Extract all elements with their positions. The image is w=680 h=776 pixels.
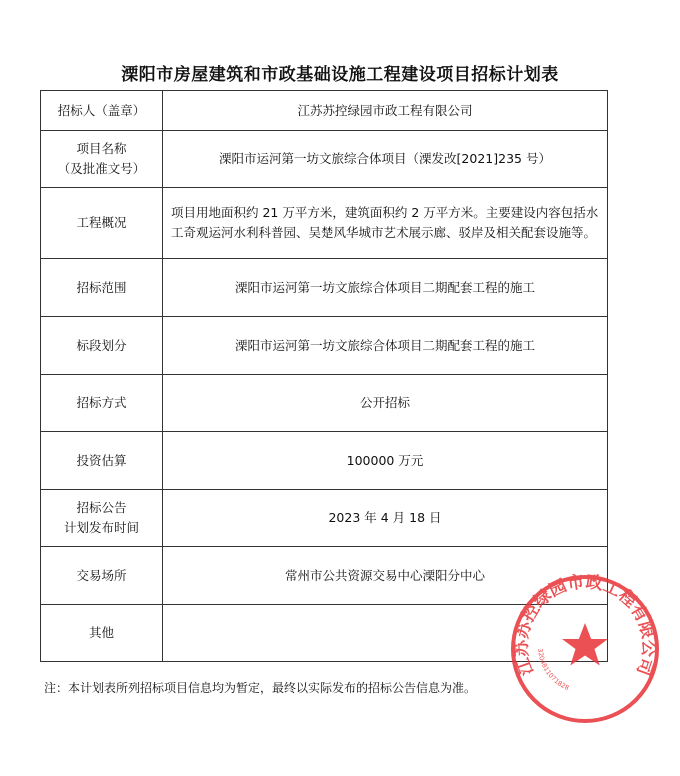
row-value: 溧阳市运河第一坊文旅综合体项目二期配套工程的施工 <box>163 317 608 375</box>
row-label: 招标人（盖章） <box>41 91 163 131</box>
row-label: 交易场所 <box>41 547 163 605</box>
table-row <box>41 432 608 490</box>
table-row <box>41 188 608 259</box>
table-row <box>41 317 608 375</box>
row-value: 江苏苏控绿园市政工程有限公司 <box>163 91 608 131</box>
table-row <box>41 259 608 317</box>
row-label: 工程概况 <box>41 188 163 259</box>
row-value: 溧阳市运河第一坊文旅综合体项目二期配套工程的施工 <box>163 259 608 317</box>
row-value: 溧阳市运河第一坊文旅综合体项目（溧发改[2021]235 号） <box>163 131 608 188</box>
row-label <box>41 490 163 547</box>
row-value: 2023 年 4 月 18 日 <box>163 490 608 547</box>
seal-number: 3204811071828 <box>536 647 571 692</box>
footnote: 注：本计划表所列招标项目信息均为暂定，最终以实际发布的招标公告信息为准。 <box>44 681 477 695</box>
document-title: 溧阳市房屋建筑和市政基础设施工程建设项目招标计划表 <box>121 65 559 85</box>
table-row <box>41 375 608 432</box>
table-row <box>41 490 608 547</box>
row-label-line: 招标公告 <box>76 500 127 515</box>
row-label-line: 项目名称 <box>76 141 127 156</box>
row-label: 投资估算 <box>41 432 163 490</box>
row-value: 项目用地面积约 21 万平方米，建筑面积约 2 万平方米。主要建设内容包括水工奇观运河水利科普园、吴楚风华城市艺术展示廊、驳岸及相关配套设施等。 <box>163 188 608 259</box>
company-seal <box>509 573 661 725</box>
row-value: 100000 万元 <box>163 432 608 490</box>
row-label-line: 计划发布时间 <box>63 520 139 535</box>
row-value: 公开招标 <box>163 375 608 432</box>
row-value: 常州市公共资源交易中心溧阳分中心 <box>163 547 608 605</box>
row-label: 标段划分 <box>41 317 163 375</box>
row-label-line: （及批准文号） <box>57 161 146 176</box>
table-row <box>41 91 608 131</box>
row-label: 其他 <box>41 605 163 662</box>
seal-text: 江苏苏控绿园市政工程有限公司 <box>511 573 659 678</box>
table-row <box>41 131 608 188</box>
row-label: 招标方式 <box>41 375 163 432</box>
seal-star-icon <box>562 623 608 666</box>
row-label <box>41 131 163 188</box>
row-label: 招标范围 <box>41 259 163 317</box>
